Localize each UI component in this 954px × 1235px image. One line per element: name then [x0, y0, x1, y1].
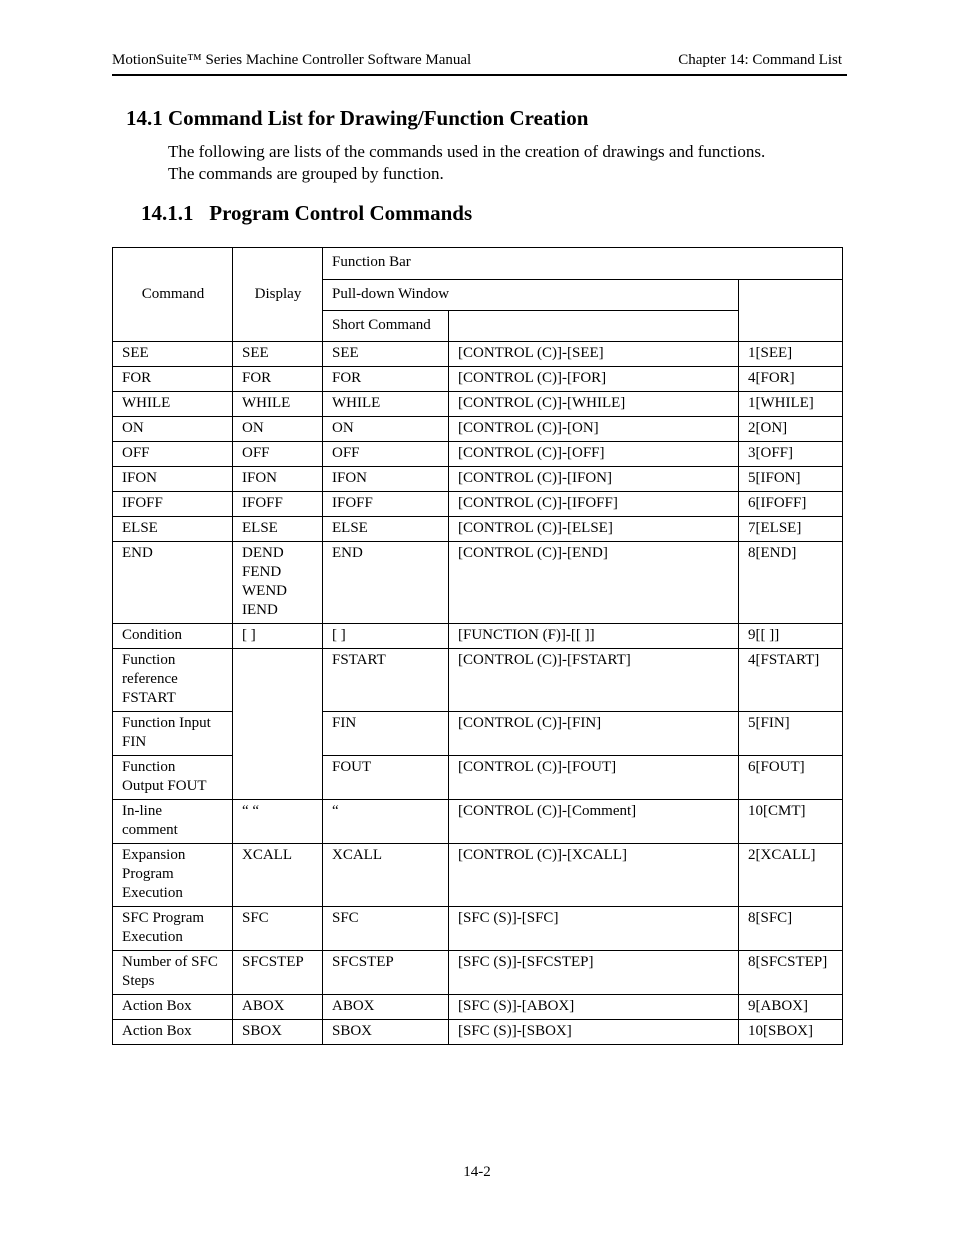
cell-pulldown: [CONTROL (C)]-[IFON] [449, 467, 739, 492]
cell-function-bar: ON [323, 417, 449, 442]
cell-command: END [113, 542, 233, 624]
cell-command-line: Program [122, 866, 174, 882]
cell-display: WHILE [233, 392, 323, 417]
cell-display-line: DEND [242, 545, 284, 561]
cell-command: WHILE [113, 392, 233, 417]
cell-pulldown: [CONTROL (C)]-[IFOFF] [449, 492, 739, 517]
cell-function-bar: [ ] [323, 624, 449, 649]
cell-command [113, 756, 233, 800]
cell-short-command: 8[SFC] [739, 907, 843, 951]
cell-short-command: 5[FIN] [739, 712, 843, 756]
cell-pulldown: [CONTROL (C)]-[FOR] [449, 367, 739, 392]
cell-command [113, 951, 233, 995]
cell-command-line: Function [122, 759, 176, 775]
table-row [113, 492, 843, 517]
cell-display: ON [233, 417, 323, 442]
header-blank-cell [739, 280, 843, 342]
command-table-body [113, 248, 843, 1045]
cell-pulldown: [CONTROL (C)]-[SEE] [449, 342, 739, 367]
cell-pulldown: [SFC (S)]-[SFC] [449, 907, 739, 951]
cell-display [233, 542, 323, 624]
cell-function-bar: XCALL [323, 844, 449, 907]
cell-short-command: 7[ELSE] [739, 517, 843, 542]
cell-command: ELSE [113, 517, 233, 542]
cell-short-command: 9[[ ]] [739, 624, 843, 649]
table-row [113, 367, 843, 392]
cell-display: [ ] [233, 624, 323, 649]
cell-pulldown: [CONTROL (C)]-[ON] [449, 417, 739, 442]
cell-command [113, 844, 233, 907]
cell-display: FOR [233, 367, 323, 392]
cell-pulldown: [CONTROL (C)]-[XCALL] [449, 844, 739, 907]
cell-pulldown: [CONTROL (C)]-[FIN] [449, 712, 739, 756]
cell-command-line: comment [122, 822, 178, 838]
cell-display: OFF [233, 442, 323, 467]
cell-short-command: 10[CMT] [739, 800, 843, 844]
table-row [113, 392, 843, 417]
cell-function-bar: IFOFF [323, 492, 449, 517]
section-intro [168, 141, 765, 185]
cell-function-bar: OFF [323, 442, 449, 467]
cell-pulldown: [CONTROL (C)]-[FSTART] [449, 649, 739, 712]
cell-command-line: Steps [122, 973, 155, 989]
header-rule [112, 74, 847, 76]
cell-short-command: 6[IFOFF] [739, 492, 843, 517]
command-table [112, 247, 843, 1045]
table-row [113, 624, 843, 649]
cell-function-bar: SFCSTEP [323, 951, 449, 995]
table-row [113, 756, 843, 800]
cell-command: SEE [113, 342, 233, 367]
cell-function-bar: SBOX [323, 1020, 449, 1045]
cell-display: SFCSTEP [233, 951, 323, 995]
table-row [113, 442, 843, 467]
intro-line-2: The commands are grouped by function. [168, 164, 444, 183]
header-function-bar: Function Bar [323, 248, 843, 280]
section-title: 14.1 Command List for Drawing/Function Creation [126, 106, 589, 130]
intro-line-1: The following are lists of the commands used in the creation of drawings and functions. [168, 142, 766, 161]
page-number: 14-2 [463, 1164, 491, 1180]
cell-command-line: reference [122, 671, 178, 687]
header-command: Command [113, 248, 233, 342]
cell-pulldown: [CONTROL (C)]-[OFF] [449, 442, 739, 467]
cell-function-bar: WHILE [323, 392, 449, 417]
cell-short-command: 5[IFON] [739, 467, 843, 492]
cell-short-command: 6[FOUT] [739, 756, 843, 800]
cell-command-line: Execution [122, 929, 183, 945]
cell-short-command: 4[FOR] [739, 367, 843, 392]
cell-command-line: Function [122, 652, 176, 668]
table-row [113, 417, 843, 442]
table-row [113, 517, 843, 542]
header-pulldown-window: Pull-down Window [323, 280, 739, 311]
cell-function-bar: FSTART [323, 649, 449, 712]
cell-pulldown: [SFC (S)]-[ABOX] [449, 995, 739, 1020]
cell-display-line: IEND [242, 602, 278, 618]
cell-display-line: FEND [242, 564, 282, 580]
cell-pulldown: [CONTROL (C)]-[Comment] [449, 800, 739, 844]
header-manual-title: MotionSuite™ Series Machine Controller Software Manual [112, 52, 472, 68]
header-display: Display [233, 248, 323, 342]
cell-short-command: 10[SBOX] [739, 1020, 843, 1045]
cell-display: IFOFF [233, 492, 323, 517]
table-row [113, 951, 843, 995]
cell-display: SFC [233, 907, 323, 951]
cell-command-line: FSTART [122, 690, 176, 706]
cell-command-line: FIN [122, 734, 147, 750]
cell-command: FOR [113, 367, 233, 392]
header-chapter-title: Chapter 14: Command List [678, 52, 842, 68]
cell-pulldown: [CONTROL (C)]-[ELSE] [449, 517, 739, 542]
table-row [113, 342, 843, 367]
cell-display: “ “ [233, 800, 323, 844]
cell-command: IFOFF [113, 492, 233, 517]
table-row [113, 467, 843, 492]
cell-display: XCALL [233, 844, 323, 907]
table-row [113, 995, 843, 1020]
cell-short-command: 2[XCALL] [739, 844, 843, 907]
cell-command: Action Box [113, 995, 233, 1020]
cell-command [113, 907, 233, 951]
cell-function-bar: SFC [323, 907, 449, 951]
cell-command: Condition [113, 624, 233, 649]
table-row [113, 907, 843, 951]
cell-pulldown: [CONTROL (C)]-[WHILE] [449, 392, 739, 417]
cell-display: ELSE [233, 517, 323, 542]
cell-command-line: SFC Program [122, 910, 205, 926]
table-row [113, 844, 843, 907]
cell-command: IFON [113, 467, 233, 492]
cell-command [113, 800, 233, 844]
cell-command-line: Number of SFC [122, 954, 218, 970]
cell-command: OFF [113, 442, 233, 467]
cell-short-command: 9[ABOX] [739, 995, 843, 1020]
cell-function-bar: FIN [323, 712, 449, 756]
cell-pulldown: [CONTROL (C)]-[FOUT] [449, 756, 739, 800]
cell-short-command: 1[WHILE] [739, 392, 843, 417]
cell-short-command: 8[SFCSTEP] [739, 951, 843, 995]
cell-command: Action Box [113, 1020, 233, 1045]
cell-command-line: In-line [122, 803, 162, 819]
cell-pulldown: [SFC (S)]-[SBOX] [449, 1020, 739, 1045]
cell-short-command: 1[SEE] [739, 342, 843, 367]
cell-pulldown: [CONTROL (C)]-[END] [449, 542, 739, 624]
cell-pulldown: [FUNCTION (F)]-[[ ]] [449, 624, 739, 649]
cell-display: ABOX [233, 995, 323, 1020]
cell-pulldown: [SFC (S)]-[SFCSTEP] [449, 951, 739, 995]
cell-display: SBOX [233, 1020, 323, 1045]
cell-function-bar: FOUT [323, 756, 449, 800]
table-row [113, 1020, 843, 1045]
cell-command [113, 649, 233, 712]
cell-command: ON [113, 417, 233, 442]
table-row [113, 542, 843, 624]
table-row [113, 649, 843, 712]
cell-short-command: 4[FSTART] [739, 649, 843, 712]
table-row [113, 712, 843, 756]
cell-command-line: Expansion [122, 847, 186, 863]
cell-function-bar: END [323, 542, 449, 624]
table-row [113, 800, 843, 844]
cell-function-bar: ABOX [323, 995, 449, 1020]
cell-command-line: Output FOUT [122, 778, 207, 794]
cell-function-bar: FOR [323, 367, 449, 392]
table-header-row [113, 248, 843, 280]
subsection-title: 14.1.1 Program Control Commands [141, 201, 473, 225]
cell-display: SEE [233, 342, 323, 367]
cell-display: IFON [233, 467, 323, 492]
cell-function-bar: SEE [323, 342, 449, 367]
cell-display-line: WEND [242, 583, 287, 599]
cell-command-line: Execution [122, 885, 183, 901]
cell-short-command: 8[END] [739, 542, 843, 624]
header-short-command: Short Command [323, 311, 449, 342]
cell-function-bar: IFON [323, 467, 449, 492]
cell-short-command: 2[ON] [739, 417, 843, 442]
cell-function-bar: “ [323, 800, 449, 844]
cell-function-bar: ELSE [323, 517, 449, 542]
cell-short-command: 3[OFF] [739, 442, 843, 467]
cell-command [113, 712, 233, 756]
header-blank-cell [449, 311, 739, 342]
cell-command-line: Function Input [122, 715, 211, 731]
cell-display [233, 649, 323, 800]
